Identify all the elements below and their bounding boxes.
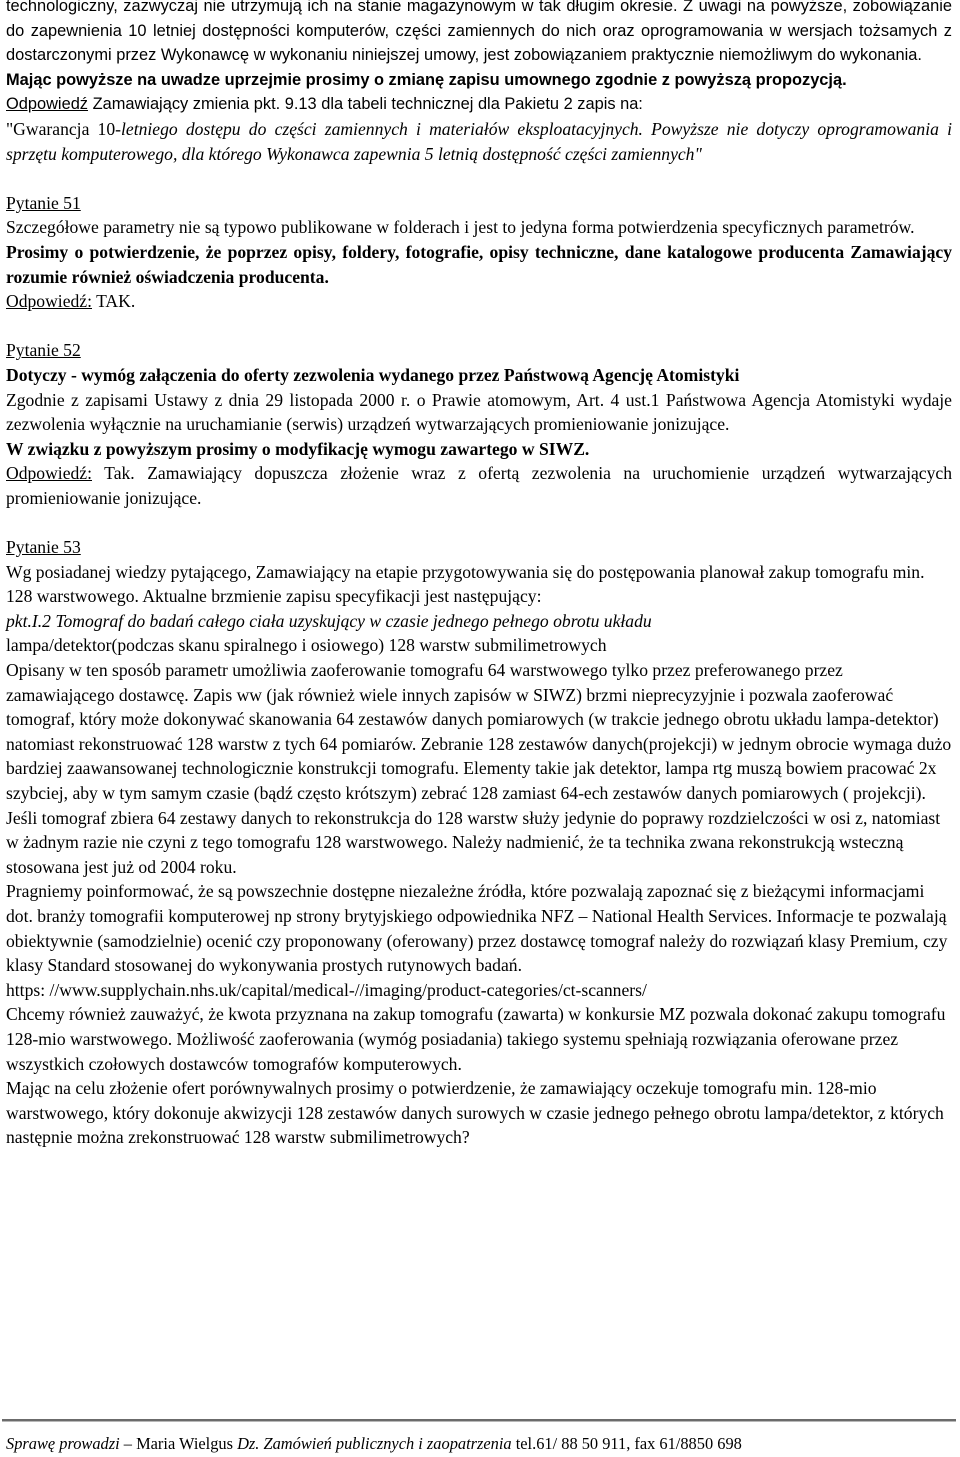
request-paragraph: Mając powyższe na uwadze uprzejmie prosimy o zmianę zapisu umownego zgodnie z powyższą propozycją. xyxy=(6,70,847,89)
quote-italic: letniego dostępu do części zamiennych i materiałów eksploatacyjnych. Powyższe nie dotyczy oprogramowania i sprzętu komputerowego, dla którego Wykonawca zapewnia 5 letnią dostępność części zamiennych" xyxy=(6,118,952,164)
footer xyxy=(6,1433,956,1455)
answer-text: TAK. xyxy=(92,291,136,312)
answer-text: Tak. Zamawiający dopuszcza złożenie wraz z ofertą zezwolenia na uruchomienie urządzeń wytwarzających promieniowanie jonizujące. xyxy=(6,463,952,508)
answer-label: Odpowiedź xyxy=(6,95,89,114)
footer-dash: – xyxy=(119,1434,137,1453)
question-52-text: Zgodnie z zapisami Ustawy z dnia 29 listopada 2000 r. o Prawie atomowym, Art. 4 ust.1 Państwowa Agencja Atomistyki wydaje zezwolenia wyłącznie na uruchamianie (serwis) urządzeń wytwarzających promieniowanie jonizujące. xyxy=(6,389,952,435)
answer-paragraph xyxy=(6,92,952,117)
question-52-answer xyxy=(6,461,952,510)
footer-department: Dz. Zamówień publicznych i zaopatrzenia xyxy=(232,1434,512,1453)
question-53-intro: Wg posiadanej wiedzy pytającego, Zamawiający na etapie przygotowywania się do postępowania planował zakup tomografu min. 128 warstwowego. Aktualne brzmienie zapisu specyfikacji jest następujący: xyxy=(6,561,925,607)
footer-person: Maria Wielgus xyxy=(136,1434,233,1453)
question-52-request: W związku z powyższym prosimy o modyfikację wymogu zawartego w SIWZ. xyxy=(6,438,590,459)
footer-prefix: Sprawę prowadzi xyxy=(6,1434,120,1453)
question-53-paragraph-5: Mając na celu złożenie ofert porównywalnych prosimy o potwierdzenie, że zamawiający oczekuje tomografu min. 128-mio warstwowego, który dokonuje akwizycji 128 zestawów danych surowych w czasie jednego pełnego obrotu lampa/detektor, z których następnie można zrekonstruować 128 warstw submilimetrowych? xyxy=(6,1078,944,1148)
answer-label: Odpowiedź: xyxy=(6,463,92,484)
question-53-spec-line-2: lampa/detektor(podczas skanu spiralnego i osiowego) 128 warstw submilimetrowych xyxy=(6,635,607,656)
question-51-request: Prosimy o potwierdzenie, że poprzez opisy, foldery, fotografie, opisy techniczne, dane katalogowe producenta Zamawiający rozumie również oświadczenia producenta. xyxy=(6,241,952,287)
question-51-text: Szczegółowe parametry nie są typowo publikowane w folderach i jest to jedyna forma potwierdzenia specyficznych parametrów. xyxy=(6,217,915,238)
continued-paragraph: technologiczny, zazwyczaj nie utrzymują ich na stanie magazynowym w tak długim okresie. Z uwagi na powyższe, zobowiązanie do zapewnienia 10 letniej dostępności komputerów, części zamiennych do nich oraz oprogramowania w wersjach tożsamych z dostarczonymi przez Wykonawcę w wykonaniu niniejszej umowy, jest zobowiązaniem praktycznie niemożliwym do wykonania. xyxy=(6,0,952,65)
nhs-url: https: //www.supplychain.nhs.uk/capital/medical-//imaging/product-categories/ct-scanners/ xyxy=(6,979,647,1000)
quote-open: "Gwarancja 10- xyxy=(6,118,122,139)
question-53-paragraph-3: Pragniemy poinformować, że są powszechnie dostępne niezależne źródła, które pozwalają zapoznać się z bieżącymi informacjami dot. branży tomografii komputerowej np strony brytyjskiego odpowiednika NFZ – National Health Services. Informacje te pozwalają obiektywnie (samodzielnie) ocenić czy proponowany (oferowany) przez dostawcę tomograf należy do rozwiązań klasy Premium, czy klasy Standard stosowanej do wykonywania prostych rutynowych badań. xyxy=(6,881,948,976)
question-51-answer xyxy=(6,289,952,314)
question-52-subject: Dotyczy - wymóg załączenia do oferty zezwolenia wydanego przez Państwową Agencję Atomistyki xyxy=(6,364,740,385)
answer-label: Odpowiedź: xyxy=(6,291,92,312)
answer-text: Zamawiający zmienia pkt. 9.13 dla tabeli technicznej dla Pakietu 2 zapis na: xyxy=(88,95,643,114)
question-52-heading: Pytanie 52 xyxy=(6,340,81,361)
question-53-paragraph-2: Jeśli tomograf zbiera 64 zestawy danych to rekonstrukcja do 128 warstw służy jedynie do poprawy rozdzielczości w osi z, natomiast w żadnym razie nie czyni z tego tomografu 128 warstwowego. Należy nadmienić, że ta technika zwana rekonstrukcją wsteczną stosowana jest już od 2004 roku. xyxy=(6,807,941,877)
question-53-paragraph-4: Chcemy również zauważyć, że kwota przyznana na zakup tomografu (zawarta) w konkursie MZ pozwala dokonać zakupu tomografu 128-mio warstwowego. Możliwość zaoferowania (wymóg posiadania) takiego systemu spełniają rozwiązania oferowane przez wszystkich czołowych dostawców tomografów komputerowych. xyxy=(6,1004,946,1074)
question-53-heading: Pytanie 53 xyxy=(6,537,81,558)
document-body xyxy=(6,0,952,1150)
question-51-heading: Pytanie 51 xyxy=(6,192,81,213)
question-53-spec-line-1: pkt.I.2 Tomograf do badań całego ciała uzyskujący w czasie jednego pełnego obrotu układu xyxy=(6,610,652,631)
quote-paragraph xyxy=(6,117,952,166)
question-53-paragraph-1: Opisany w ten sposób parametr umożliwia zaoferowanie tomografu 64 warstwowego tylko przez preferowanego przez zamawiającego dostawcę. Zapis ww (jak również wiele innych zapisów w SIWZ) brzmi nieprecyzyjnie i pozwala zaoferować tomograf, który może dokonywać skanowania 64 zestawów danych pomiarowych (w trakcie jednego obrotu układu lampa-detektor) natomiast rekonstruować 128 warstw z tych 64 pomiarów. Zebranie 128 zestawów danych(projekcji) w jednym obrocie wymaga dużo bardziej zaawansowanej technologicznie konstrukcji tomografu. Elementy takie jak detektor, lampa rtg muszą bowiem pracować 2x szybciej, aby w tym samym czasie (bądź często krótszym) zebrać 128 zamiast 64-ech zestawów danych pomiarowych ( projekcji). xyxy=(6,660,952,803)
footer-divider xyxy=(2,1419,956,1422)
footer-phones: tel.61/ 88 50 911, fax 61/8850 698 xyxy=(511,1434,742,1453)
